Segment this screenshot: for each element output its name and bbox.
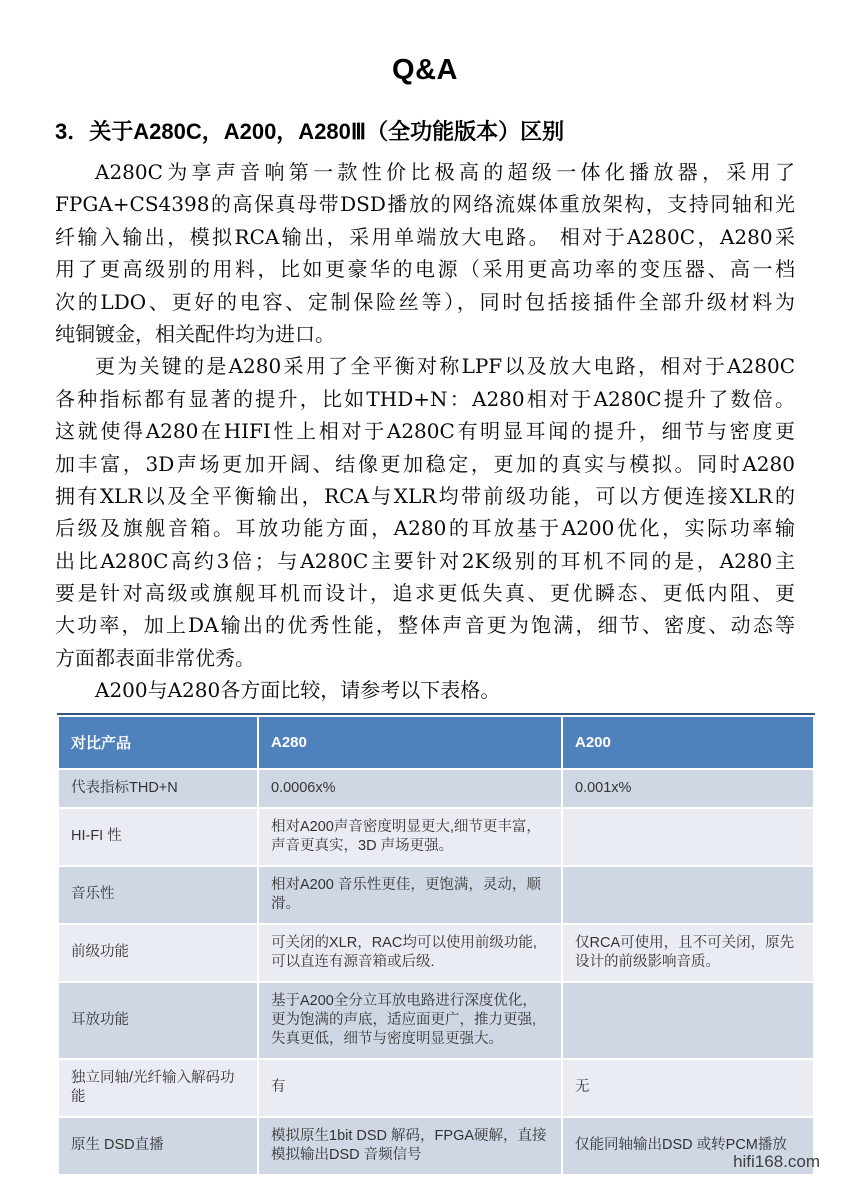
table-row [59, 983, 813, 1058]
row-label-cell: HI-FI 性 [59, 809, 257, 865]
cell-a280: 模拟原生1bit DSD 解码，FPGA硬解，直接模拟输出DSD 音频信号 [259, 1118, 561, 1174]
body-line: 出比A280C高约3倍；与A280C主要针对2K级别的耳机不同的是，A280主 [55, 548, 795, 573]
table-row [59, 925, 813, 981]
body-line: FPGA+CS4398的高保真母带DSD播放的网络流媒体重放架构，支持同轴和光 [55, 192, 795, 217]
table-row [59, 1060, 813, 1116]
table-row [59, 770, 813, 807]
cell-a200: 仅RCA可使用，且不可关闭，原先设计的前级影响音质。 [563, 925, 813, 981]
body-line: 这就使得A280在HIFI性上相对于A280C有明显耳闻的提升，细节与密度更 [55, 419, 795, 444]
row-label-cell: 音乐性 [59, 867, 257, 923]
cell-a200: 0.001x% [563, 770, 813, 807]
table-body [59, 770, 813, 1174]
cell-a200 [563, 983, 813, 1058]
column-header: A200 [563, 717, 813, 768]
body-text [55, 156, 795, 707]
cell-a200 [563, 809, 813, 865]
page-title: Q&A [392, 54, 458, 86]
table-header-row [59, 717, 813, 768]
cell-a200: 无 [563, 1060, 813, 1116]
row-label-cell: 原生 DSD直播 [59, 1118, 257, 1174]
cell-a280: 有 [259, 1060, 561, 1116]
body-line: 纤输入输出，模拟RCA输出，采用单端放大电路。 相对于A280C，A280采 [55, 224, 795, 249]
body-line: 次的LDO、更好的电容、定制保险丝等），同时包括接插件全部升级材料为 [55, 289, 795, 314]
body-line: 大功率，加上DA输出的优秀性能，整体声音更为饱满，细节、密度、动态等 [55, 613, 795, 638]
watermark: hifi168.com [733, 1152, 820, 1171]
row-label-cell: 前级功能 [59, 925, 257, 981]
cell-a280: 可关闭的XLR，RAC均可以使用前级功能, 可以直连有源音箱或后级. [259, 925, 561, 981]
body-line: 用了更高级别的用料，比如更豪华的电源（采用更高功率的变压器、高一档 [55, 257, 795, 282]
body-line: 加丰富，3D声场更加开阔、结像更加稳定，更加的真实与模拟。同时A280 [55, 451, 795, 476]
table-row [59, 809, 813, 865]
section-heading: 3．关于A280C，A200，A280Ⅲ（全功能版本）区别 [55, 119, 565, 144]
column-header: 对比产品 [59, 717, 257, 768]
row-label-cell: 耳放功能 [59, 983, 257, 1058]
cell-a280: 相对A200 音乐性更佳，更饱满，灵动，顺滑。 [259, 867, 561, 923]
cell-a280: 0.0006x% [259, 770, 561, 807]
body-line: 方面都表面非常优秀。 [55, 645, 255, 670]
table-row [59, 867, 813, 923]
body-line: A280C为享声音响第一款性价比极高的超级一体化播放器，采用了 [95, 160, 795, 184]
table-row [59, 1118, 813, 1174]
comparison-table [57, 713, 815, 1176]
body-line: 纯铜镀金，相关配件均为进口。 [55, 321, 335, 346]
cell-a280: 相对A200声音密度明显更大,细节更丰富，声音更真实，3D 声场更强。 [259, 809, 561, 865]
row-label-cell: 独立同轴/光纤输入解码功能 [59, 1060, 257, 1116]
body-line: 要是针对高级或旗舰耳机而设计，追求更低失真、更优瞬态、更低内阻、更 [55, 581, 795, 606]
cell-a200: 仅能同轴输出DSD 或转PCM播放 [563, 1118, 813, 1174]
cell-a280: 基于A200全分立耳放电路进行深度优化，更为饱满的声底，适应面更广，推力更强, 失真更低，细节与密度明显更强大。 [259, 983, 561, 1058]
body-line: 拥有XLR以及全平衡输出，RCA与XLR均带前级功能，可以方便连接XLR的 [55, 483, 795, 508]
cell-a200 [563, 867, 813, 923]
body-line: 后级及旗舰音箱。耳放功能方面，A280的耳放基于A200优化，实际功率输 [55, 516, 795, 541]
column-header: A280 [259, 717, 561, 768]
body-line: A200与A280各方面比较，请参考以下表格。 [95, 678, 501, 703]
body-line: 更为关键的是A280采用了全平衡对称LPF以及放大电路，相对于A280C [95, 354, 795, 379]
body-line: 各种指标都有显著的提升，比如THD+N：A280相对于A280C提升了数倍。 [55, 386, 795, 411]
row-label-cell: 代表指标THD+N [59, 770, 257, 807]
